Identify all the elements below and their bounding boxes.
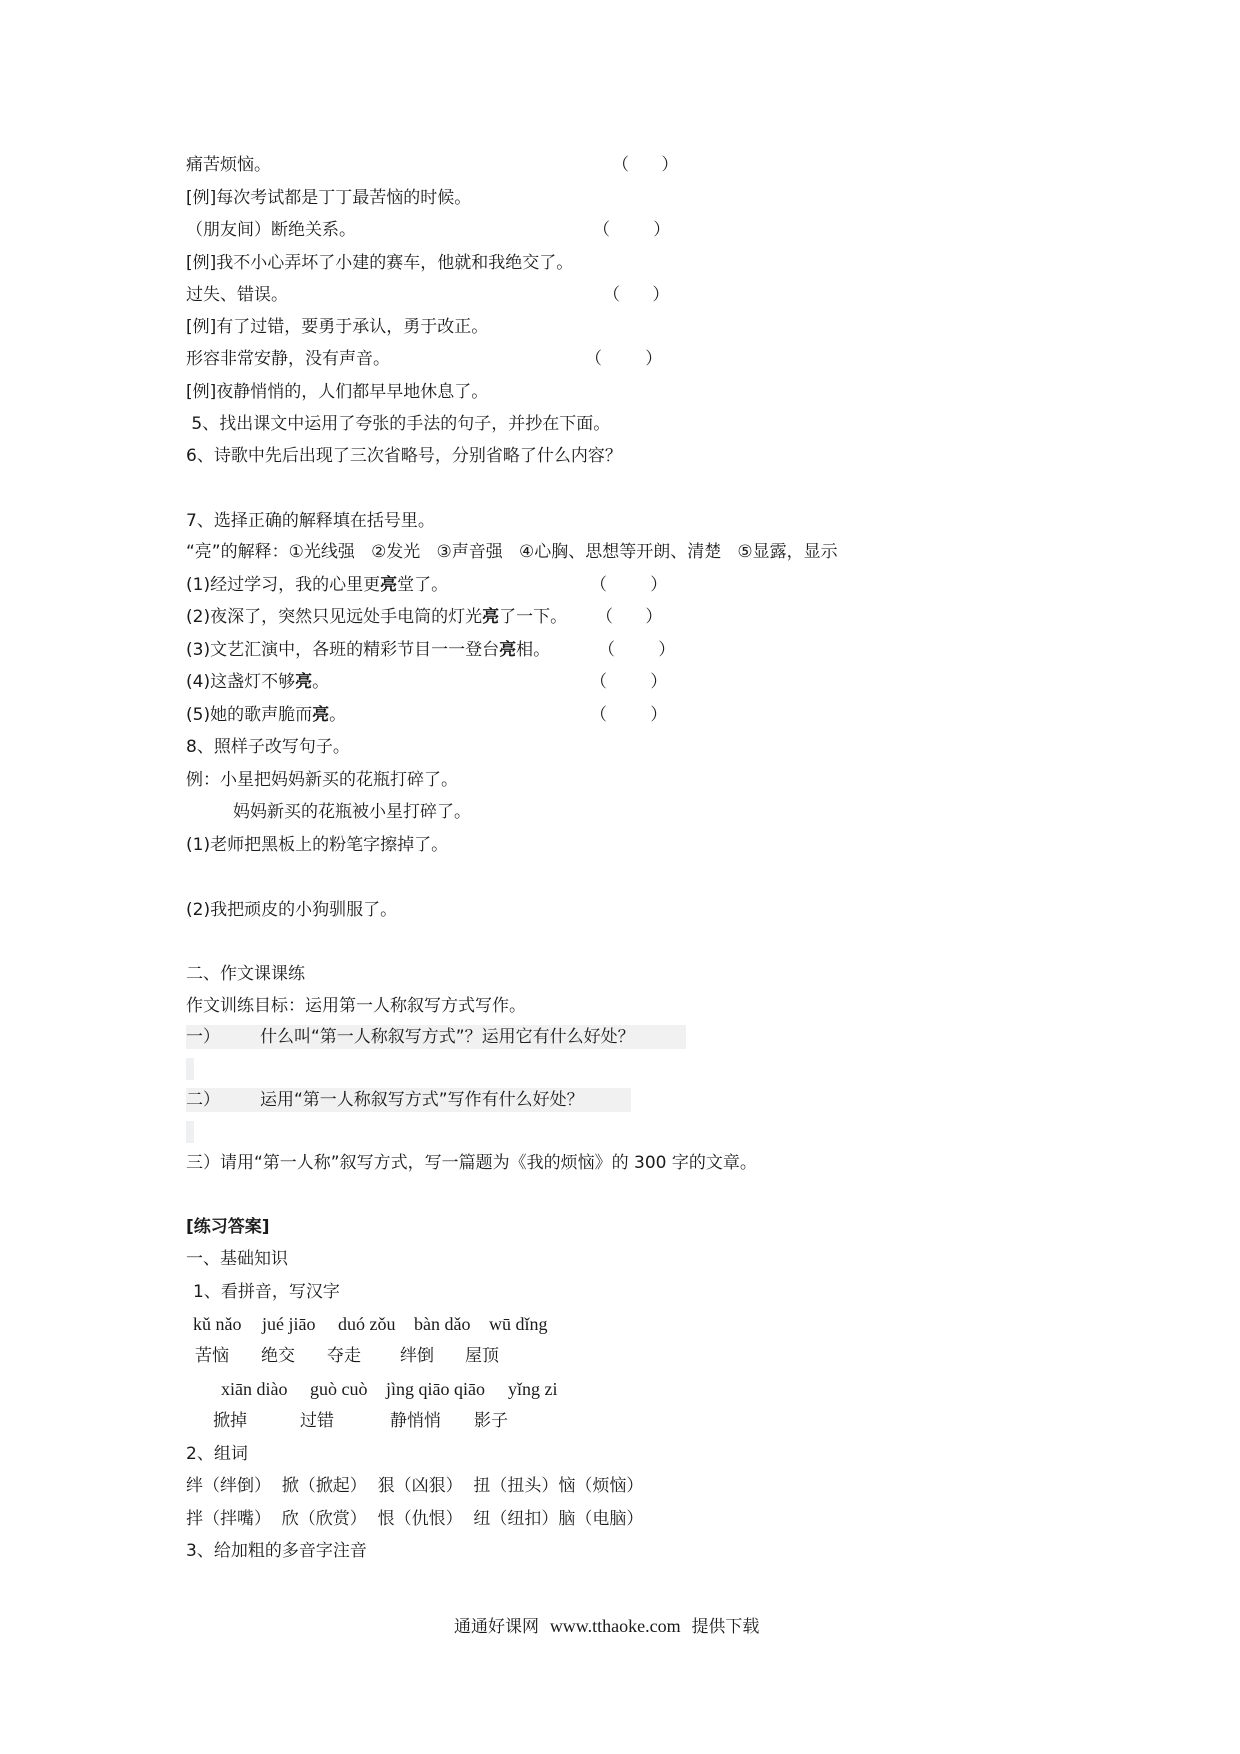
composition-point-1: 什么叫“第一人称叙写方式”？运用它有什么好处？: [260, 1027, 635, 1047]
pinyin: jué jiāo: [262, 1314, 316, 1334]
item-text: 。: [312, 672, 330, 692]
question-8-title: 8、照样子改写句子。: [186, 737, 350, 757]
item-text: (2)夜深了，突然只见远处手电筒的灯光: [186, 607, 483, 627]
item-text: 了一下。: [499, 607, 568, 627]
question-8-item-1: (1)老师把黑板上的粉笔字擦掉了。: [186, 835, 449, 855]
pinyin: xiān diào: [221, 1379, 288, 1399]
word-group-row-1: 绊（绊倒） 掀（掀起） 狠（凶狠） 扭（扭头）恼（烦恼）: [186, 1476, 644, 1496]
answer-paren-3: （ ）: [603, 285, 670, 305]
question-7-item: [186, 704, 346, 726]
answer-paren: （ ）: [590, 575, 668, 595]
answers-sub-3: 3、给加粗的多音字注音: [186, 1541, 367, 1561]
pinyin: yǐng zi: [508, 1379, 558, 1399]
question-8-example-answer: 妈妈新买的花瓶被小星打碎了。: [233, 802, 471, 822]
hanzi-answer: 绊倒: [400, 1346, 434, 1366]
vocab-example-4: [例]夜静悄悄的，人们都早早地休息了。: [186, 382, 489, 402]
footer-suffix: 提供下载: [691, 1617, 760, 1637]
question-7-item: [186, 606, 567, 628]
pinyin: guò cuò: [310, 1379, 368, 1399]
answers-sub-1: 1、看拼音，写汉字: [193, 1282, 340, 1302]
bold-char: 亮: [312, 705, 330, 725]
item-text: (5)她的歌声脆而: [186, 705, 313, 725]
vocab-example-1: [例]每次考试都是丁丁最苦恼的时候。: [186, 188, 472, 208]
vocab-def-2: （朋友间）断绝关系。: [186, 220, 356, 240]
answers-title: [练习答案]: [186, 1217, 270, 1237]
question-8-item-2: (2)我把顽皮的小狗驯服了。: [186, 900, 398, 920]
vocab-example-3: [例]有了过错，要勇于承认，勇于改正。: [186, 317, 489, 337]
bold-char: 亮: [295, 672, 313, 692]
question-8-example: 例：小星把妈妈新买的花瓶打碎了。: [186, 770, 458, 790]
page-footer: [454, 1615, 759, 1638]
item-text: (3)文艺汇演中，各班的精彩节目一一登台: [186, 640, 500, 660]
question-5: 5、找出课文中运用了夸张的手法的句子，并抄在下面。: [186, 414, 611, 434]
answers-sub-2: 2、组词: [186, 1444, 248, 1464]
question-7-item: [186, 639, 550, 661]
answer-paren: （ ）: [590, 705, 668, 725]
gap-marker: [186, 1058, 194, 1080]
vocab-def-1: 痛苦烦恼。: [186, 155, 271, 175]
answer-paren-4: （ ）: [585, 349, 663, 369]
answer-paren: （ ）: [596, 607, 663, 627]
question-7-item: [186, 574, 448, 596]
question-7-item: [186, 671, 329, 693]
composition-goal: 作文训练目标：运用第一人称叙写方式写作。: [186, 996, 526, 1016]
composition-point-2: 运用“第一人称叙写方式”写作有什么好处？: [260, 1090, 584, 1110]
composition-point-3: 三）请用“第一人称”叙写方式，写一篇题为《我的烦恼》的 300 字的文章。: [186, 1153, 757, 1173]
item-text: 。: [329, 705, 347, 725]
answer-paren-1: （ ）: [612, 155, 679, 175]
word-group-row-2: 拌（拌嘴） 欣（欣赏） 恨（仇恨） 纽（纽扣）脑（电脑）: [186, 1509, 644, 1529]
answer-paren: （ ）: [598, 640, 676, 660]
composition-point-2-num: 二）: [186, 1090, 220, 1110]
question-7-title: 7、选择正确的解释填在括号里。: [186, 511, 435, 531]
hanzi-answer: 掀掉: [213, 1411, 247, 1431]
hanzi-answer: 过错: [300, 1411, 334, 1431]
answers-part-1: 一、基础知识: [186, 1249, 288, 1269]
hanzi-answer: 静悄悄: [390, 1411, 441, 1431]
bold-char: 亮: [499, 640, 517, 660]
vocab-def-4: 形容非常安静，没有声音。: [186, 349, 390, 369]
answer-paren: （ ）: [590, 672, 668, 692]
bold-char: 亮: [482, 607, 500, 627]
hanzi-answer: 苦恼: [195, 1346, 229, 1366]
hanzi-answer: 绝交: [261, 1346, 295, 1366]
item-text: (4)这盏灯不够: [186, 672, 296, 692]
composition-title: 二、作文课课练: [186, 964, 305, 984]
vocab-example-2: [例]我不小心弄坏了小建的赛车，他就和我绝交了。: [186, 253, 574, 273]
item-text: (1)经过学习，我的心里更: [186, 575, 381, 595]
question-7-meanings: “亮”的解释：①光线强 ②发光 ③声音强 ④心胸、思想等开朗、清楚 ⑤显露，显示: [186, 542, 838, 562]
footer-site: 通通好课网: [454, 1617, 539, 1637]
question-6: 6、诗歌中先后出现了三次省略号，分别省略了什么内容？: [186, 446, 622, 466]
composition-point-1-num: 一）: [186, 1027, 220, 1047]
vocab-def-3: 过失、错误。: [186, 285, 288, 305]
pinyin: kǔ nǎo: [193, 1314, 242, 1334]
pinyin: duó zǒu: [338, 1314, 396, 1334]
hanzi-answer: 影子: [474, 1411, 508, 1431]
hanzi-answer: 夺走: [327, 1346, 361, 1366]
bold-char: 亮: [380, 575, 398, 595]
item-text: 相。: [516, 640, 551, 660]
pinyin: wū dǐng: [489, 1314, 548, 1334]
answer-paren-2: （ ）: [593, 220, 671, 240]
pinyin: bàn dǎo: [414, 1314, 471, 1334]
hanzi-answer: 屋顶: [465, 1346, 499, 1366]
pinyin: jìng qiāo qiāo: [386, 1379, 485, 1399]
gap-marker: [186, 1121, 194, 1143]
footer-url: www.tthaoke.com: [549, 1616, 681, 1636]
item-text: 堂了。: [397, 575, 449, 595]
